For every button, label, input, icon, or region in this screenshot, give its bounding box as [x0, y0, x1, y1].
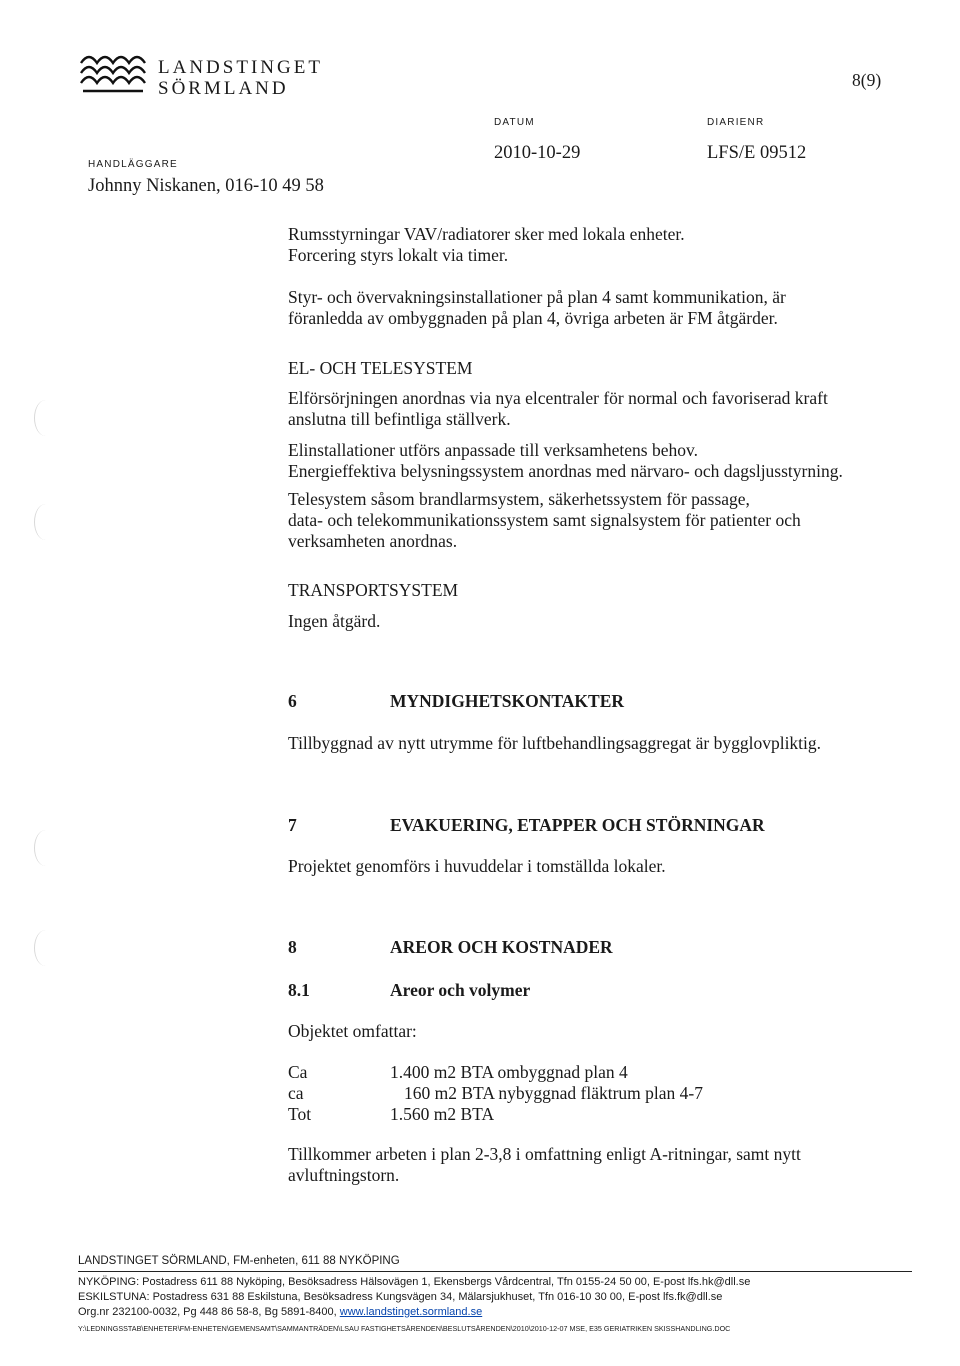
page-number: 8(9)	[852, 70, 882, 90]
section-8-1-number: 8.1	[288, 980, 310, 1000]
area-label: ca	[288, 1083, 304, 1103]
section-8-number: 8	[288, 937, 297, 957]
punch-hole-mark	[34, 930, 57, 966]
footer-org-line: LANDSTINGET SÖRMLAND, FM-enheten, 611 88 NYKÖPING	[78, 1255, 400, 1267]
diarienr-value: LFS/E 09512	[707, 143, 807, 163]
footer-org-details: Org.nr 232100-0032, Pg 448 86 58-8, Bg 5891-8400,	[78, 1306, 340, 1318]
punch-hole-mark	[34, 400, 57, 436]
text-line: föranledda av ombyggnaden på plan 4, övriga arbeten är FM åtgärder.	[288, 308, 778, 328]
punch-hole-mark	[34, 504, 57, 540]
paragraph-room-control	[288, 224, 685, 266]
section-8-title: AREOR OCH KOSTNADER	[390, 937, 613, 957]
area-value: 1.560 m2 BTA	[390, 1104, 495, 1124]
footer-website-link[interactable]: www.landstinget.sormland.se	[339, 1306, 483, 1318]
datum-label: DATUM	[494, 117, 535, 128]
logo-icon	[77, 47, 151, 95]
area-value: 1.400 m2 BTA ombyggnad plan 4	[390, 1062, 628, 1082]
text-line: avluftningstorn.	[288, 1165, 400, 1185]
section-8-1-intro: Objektet omfattar:	[288, 1021, 417, 1041]
footer-divider	[78, 1271, 912, 1272]
footer-eskilstuna: ESKILSTUNA: Postadress 631 88 Eskilstuna, Besöksadress Kungsvägen 34, Mälarsjukhuset, Tfn 016-10 30 00, E-post lfs.fk@dll.se	[78, 1291, 723, 1303]
handlaggare-value: Johnny Niskanen, 016-10 49 58	[88, 176, 324, 196]
text-line: Forcering styrs lokalt via timer.	[288, 245, 509, 265]
text-line: Tillkommer arbeten i plan 2-3,8 i omfattning enligt A-ritningar, samt nytt	[288, 1144, 801, 1164]
text-line: verksamheten anordnas.	[288, 531, 458, 551]
text-line: Energieffektiva belysningssystem anordnas med närvaro- och dagsljusstyrning.	[288, 461, 843, 481]
transportsystem-text: Ingen åtgärd.	[288, 611, 381, 631]
section-7-number: 7	[288, 815, 297, 835]
section-6-number: 6	[288, 691, 297, 711]
text-line: Telesystem såsom brandlarmsystem, säkerhetssystem för passage,	[288, 489, 750, 509]
footer-file-path: Y:\LEDNINGSSTAB\ENHETER\FM-ENHETEN\GEMENSAMT\SAMMANTRÄDEN\LSAU FASTIGHETSÄRENDEN\BESLUTSÄRENDEN\2010\2010-12-07 MSE, E35 GERIATRIKEN SKISSHANDLING.DOC	[78, 1324, 731, 1333]
punch-hole-mark	[34, 830, 57, 866]
section-7-title: EVAKUERING, ETAPPER OCH STÖRNINGAR	[390, 815, 765, 835]
section-8-1-title: Areor och volymer	[390, 980, 531, 1000]
transportsystem-heading: TRANSPORTSYSTEM	[288, 580, 459, 600]
logo-text	[158, 57, 323, 99]
paragraph-power-supply	[288, 388, 828, 430]
area-label: Ca	[288, 1062, 308, 1082]
text-line: Styr- och övervakningsinstallationer på plan 4 samt kommunikation, är	[288, 287, 786, 307]
logo-line-1: LANDSTINGET	[158, 57, 323, 78]
logo-line-2: SÖRMLAND	[158, 78, 289, 99]
paragraph-control-installations	[288, 287, 786, 329]
area-value: 160 m2 BTA nybyggnad fläktrum plan 4-7	[404, 1083, 703, 1103]
handlaggare-label: HANDLÄGGARE	[88, 159, 178, 170]
area-label: Tot	[288, 1104, 312, 1124]
datum-value: 2010-10-29	[494, 143, 581, 163]
closing-paragraph	[288, 1144, 801, 1186]
text-line: Elförsörjningen anordnas via nya elcentraler för normal och favoriserad kraft	[288, 388, 828, 408]
text-line: Elinstallationer utförs anpassade till verksamhetens behov.	[288, 440, 699, 460]
paragraph-el-installations	[288, 440, 843, 482]
footer-nykoping: NYKÖPING: Postadress 611 88 Nyköping, Besöksadress Hälsovägen 1, Ekensbergs Vårdcentral, Tfn 0155-24 50 00, E-post lfs.hk@dll.se	[78, 1276, 751, 1288]
text-line: data- och telekommunikationssystem samt signalsystem för patienter och	[288, 510, 801, 530]
section-6-title: MYNDIGHETSKONTAKTER	[390, 691, 625, 711]
section-6-text: Tillbyggnad av nytt utrymme för luftbehandlingsaggregat är bygglovpliktig.	[288, 733, 822, 753]
paragraph-telesystem	[288, 489, 801, 552]
el-telesystem-heading: EL- OCH TELESYSTEM	[288, 358, 473, 378]
footer-org-nr	[78, 1306, 482, 1318]
diarienr-label: DIARIENR	[707, 117, 765, 128]
text-line: anslutna till befintliga ställverk.	[288, 409, 511, 429]
section-7-text: Projektet genomförs i huvuddelar i tomställda lokaler.	[288, 856, 666, 876]
text-line: Rumsstyrningar VAV/radiatorer sker med lokala enheter.	[288, 224, 685, 244]
